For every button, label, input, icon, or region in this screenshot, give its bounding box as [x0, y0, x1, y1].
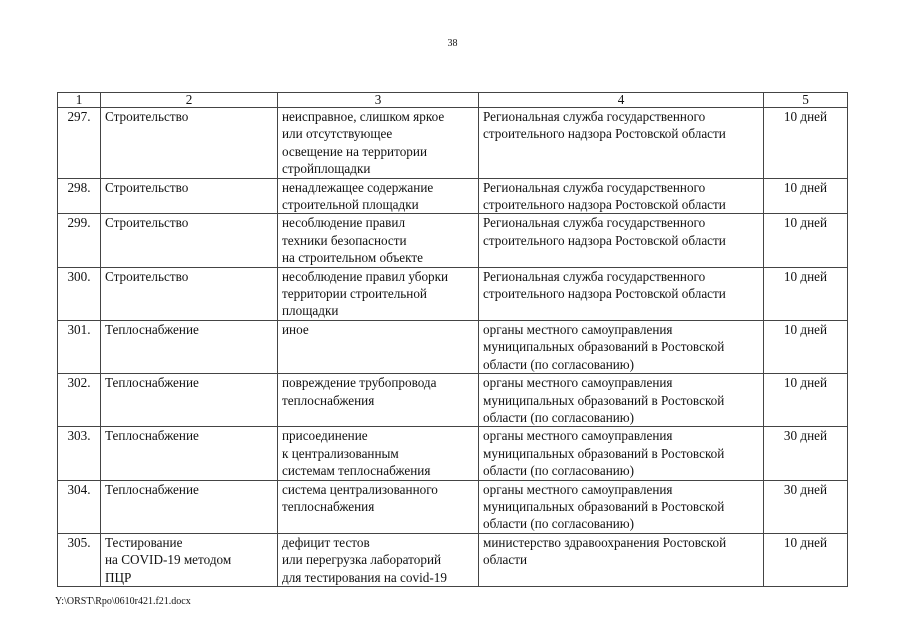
row-term: 10 дней [764, 320, 848, 373]
row-issue: несоблюдение правил уборки территории строительной площадки [278, 267, 479, 320]
row-term: 10 дней [764, 178, 848, 214]
row-sphere: Тестирование на COVID-19 методом ПЦР [101, 533, 278, 586]
row-sphere: Теплоснабжение [101, 320, 278, 373]
row-agency: Региональная служба государственного строительного надзора Ростовской области [479, 178, 764, 214]
row-term: 10 дней [764, 108, 848, 179]
table-row [58, 480, 848, 533]
table-row [58, 374, 848, 427]
row-issue: присоединение к централизованным системам теплоснабжения [278, 427, 479, 480]
row-term: 10 дней [764, 214, 848, 267]
row-sphere: Строительство [101, 178, 278, 214]
row-term: 10 дней [764, 533, 848, 586]
row-term: 30 дней [764, 480, 848, 533]
row-issue: иное [278, 320, 479, 373]
row-agency: органы местного самоуправления муниципальных образований в Ростовской области (по согласованию) [479, 320, 764, 373]
table-row [58, 427, 848, 480]
row-issue: повреждение трубопровода теплоснабжения [278, 374, 479, 427]
table-row [58, 320, 848, 373]
row-number: 301. [58, 320, 101, 373]
row-sphere: Строительство [101, 267, 278, 320]
row-agency: Региональная служба государственного строительного надзора Ростовской области [479, 214, 764, 267]
header-col-1: 1 [58, 93, 101, 108]
table-row [58, 214, 848, 267]
row-agency: органы местного самоуправления муниципальных образований в Ростовской области (по согласованию) [479, 427, 764, 480]
table-row [58, 178, 848, 214]
table-row [58, 533, 848, 586]
row-sphere: Теплоснабжение [101, 480, 278, 533]
row-agency: министерство здравоохранения Ростовской области [479, 533, 764, 586]
row-issue: дефицит тестов или перегрузка лабораторий для тестирования на covid-19 [278, 533, 479, 586]
row-number: 305. [58, 533, 101, 586]
row-agency: Региональная служба государственного строительного надзора Ростовской области [479, 108, 764, 179]
header-row [58, 93, 848, 108]
row-number: 302. [58, 374, 101, 427]
row-agency: органы местного самоуправления муниципальных образований в Ростовской области (по согласованию) [479, 480, 764, 533]
header-col-3: 3 [278, 93, 479, 108]
row-number: 297. [58, 108, 101, 179]
row-number: 303. [58, 427, 101, 480]
row-issue: несоблюдение правил техники безопасности на строительном объекте [278, 214, 479, 267]
row-sphere: Теплоснабжение [101, 374, 278, 427]
row-sphere: Строительство [101, 108, 278, 179]
row-agency: органы местного самоуправления муниципальных образований в Ростовской области (по согласованию) [479, 374, 764, 427]
data-table [57, 92, 848, 587]
header-col-4: 4 [479, 93, 764, 108]
header-col-2: 2 [101, 93, 278, 108]
row-issue: ненадлежащее содержание строительной площадки [278, 178, 479, 214]
row-number: 299. [58, 214, 101, 267]
table-row [58, 267, 848, 320]
table-row [58, 108, 848, 179]
page-number: 38 [447, 38, 458, 49]
row-sphere: Строительство [101, 214, 278, 267]
header-col-5: 5 [764, 93, 848, 108]
row-number: 304. [58, 480, 101, 533]
row-number: 298. [58, 178, 101, 214]
row-number: 300. [58, 267, 101, 320]
row-term: 30 дней [764, 427, 848, 480]
row-agency: Региональная служба государственного строительного надзора Ростовской области [479, 267, 764, 320]
row-sphere: Теплоснабжение [101, 427, 278, 480]
row-issue: неисправное, слишком яркое или отсутствующее освещение на территории стройплощадки [278, 108, 479, 179]
row-term: 10 дней [764, 267, 848, 320]
row-issue: система централизованного теплоснабжения [278, 480, 479, 533]
file-path-footer: Y:\ORST\Rpo\0610r421.f21.docx [55, 596, 191, 607]
row-term: 10 дней [764, 374, 848, 427]
